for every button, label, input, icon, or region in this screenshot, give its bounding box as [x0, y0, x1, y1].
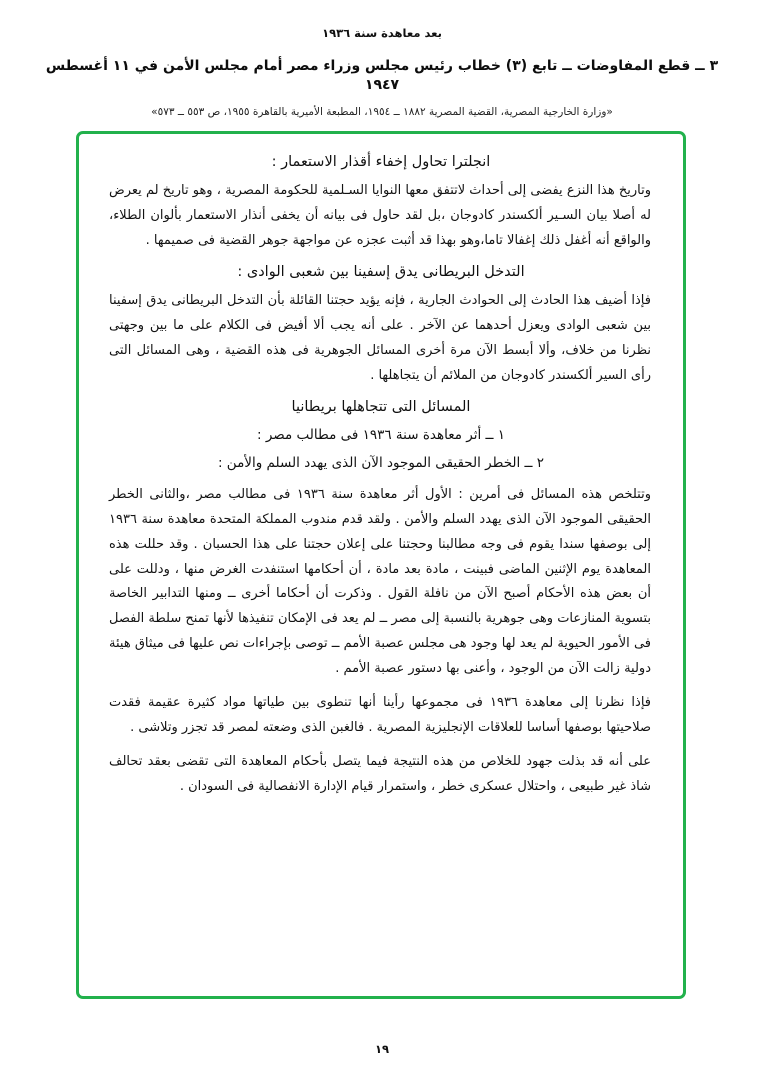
- paragraph-5: على أنه قد بذلت جهود للخلاص من هذه النتيجة فيما يتصل بأحكام المعاهدة التى تقضى بعقد تحالف شاذ غير طبيعى ، واحتلال عسكرى خطر ، واستمرار قيام الإدارة الانفصالية فى السودان .: [109, 754, 651, 795]
- page-number: ١٩: [374, 1042, 390, 1056]
- section-heading-colonial-filth: انجلترا تحاول إخفاء أقذار الاستعمار :: [271, 154, 491, 170]
- paragraph-4: فإذا نظرنا إلى معاهدة ١٩٣٦ فى مجموعها رأينا أنها تنطوى بين طياتها مواد كثيرة عقيمة فقدت صلاحيتها بوصفها أساسا للعلاقات الإنجليزية المصرية . فالغبن الذى وضعته لمصر قد تجزر وتلاشى .: [109, 695, 652, 736]
- running-head: بعد معاهدة سنة ١٩٣٦: [322, 26, 442, 40]
- page-title: ٣ ــ قطع المفاوضات ــ تابع (٣) خطاب رئيس مجلس وزراء مصر أمام مجلس الأمن في ١١ أغسطس ١٩٤٧: [45, 58, 719, 93]
- section-heading-british-wedge: التدخل البريطانى يدق إسفينا بين شعبى الوادى :: [237, 263, 525, 280]
- paragraph-2: فإذا أضيف هذا الحادث إلى الحوادث الجارية ، فإنه يؤيد حجتنا القائلة بأن التدخل البريطانى يدق إسفينا بين شعبى الوادى ويعزل أحدهما عن الآخر . على أنه يجب ألا أفيض فى الكلام على ما بين وجهتى نظرنا من خلاف، وألا أبسط الآن مرة أخرى المسائل الجوهرية فى هذه القضية ، وهى المسائل التى رأى السير ألكسندر كادوجان من الملائم أن يتجاهلها .: [109, 292, 651, 383]
- list-item-1: ١ ــ أثر معاهدة سنة ١٩٣٦ فى مطالب مصر :: [257, 426, 505, 443]
- list-item-2: ٢ ــ الخطر الحقيقى الموجود الآن الذى يهدد السلم والأمن :: [217, 454, 545, 471]
- paragraph-1: وتاريخ هذا النزع يفضى إلى أحداث لاتتفق معها النوايا السـلمية للحكومة المصرية ، وهو تاريخ لم يعرض له أصلا بيان السـير ألكسندر كادوجان ،بل لقد حاول فى بيانه أن يخفى أنذار الاستعمار بألوان الطلاء، والواقع أنه أغفل ذلك إغفالا تاما،وهو بهذا قد أثبت عجزه عن مواجهة جوهر القضية فى صميمها .: [109, 183, 651, 248]
- framed-inner: [79, 134, 683, 996]
- green-framed-content-box: [76, 131, 686, 999]
- paragraph-3: وتتلخص هذه المسائل فى أمرين : الأول أثر معاهدة سنة ١٩٣٦ فى مطالب مصر ،والثانى الخطر الحقيقى الموجود الآن الذى يهدد السلم والأمن . ولقد قدم مندوب المملكة المتحدة معاهدة سنة ١٩٣٦ إلى بوصفها سندا يقوم فى وجه مطالبنا وحجتنا على إعلان حجتنا على هذا الحسبان . وقد حللت هذه المعاهدة يوم الإثنين الماضى فبينت ، مادة بعد مادة ، أن أحكامها استنفدت الغرض منها ، ودللت على أن بعض هذه الأحكام أصبح الآن من نافلة القول . وذكرت أن أحكاما أخرى ــ ومنها التدابير الخاصة بتسوية المنازعات وهى جوهرية بالنسبة إلى مصر ــ لم يعد فى الإمكان تنفيذها لأنها تمنح سلطة الفصل فى الأمور الحيوية لم يعد لها وجود هى مجلس عصبة الأمم ــ توصى بإجراءات نص عليها فى ميثاق هيئة دولية زالت الآن من الوجود ، وأعنى بها دستور عصبة الأمم .: [109, 486, 651, 677]
- source-citation: «وزارة الخارجية المصرية، القضية المصرية ١٨٨٢ ــ ١٩٥٤، المطبعة الأميرية بالقاهرة ١٩٥٥، ص ٥٥٣ ــ ٥٧٣»: [151, 105, 613, 118]
- page-header: [0, 0, 764, 118]
- section-heading-ignored-issues: المسائل التى تتجاهلها بريطانيا: [291, 398, 471, 415]
